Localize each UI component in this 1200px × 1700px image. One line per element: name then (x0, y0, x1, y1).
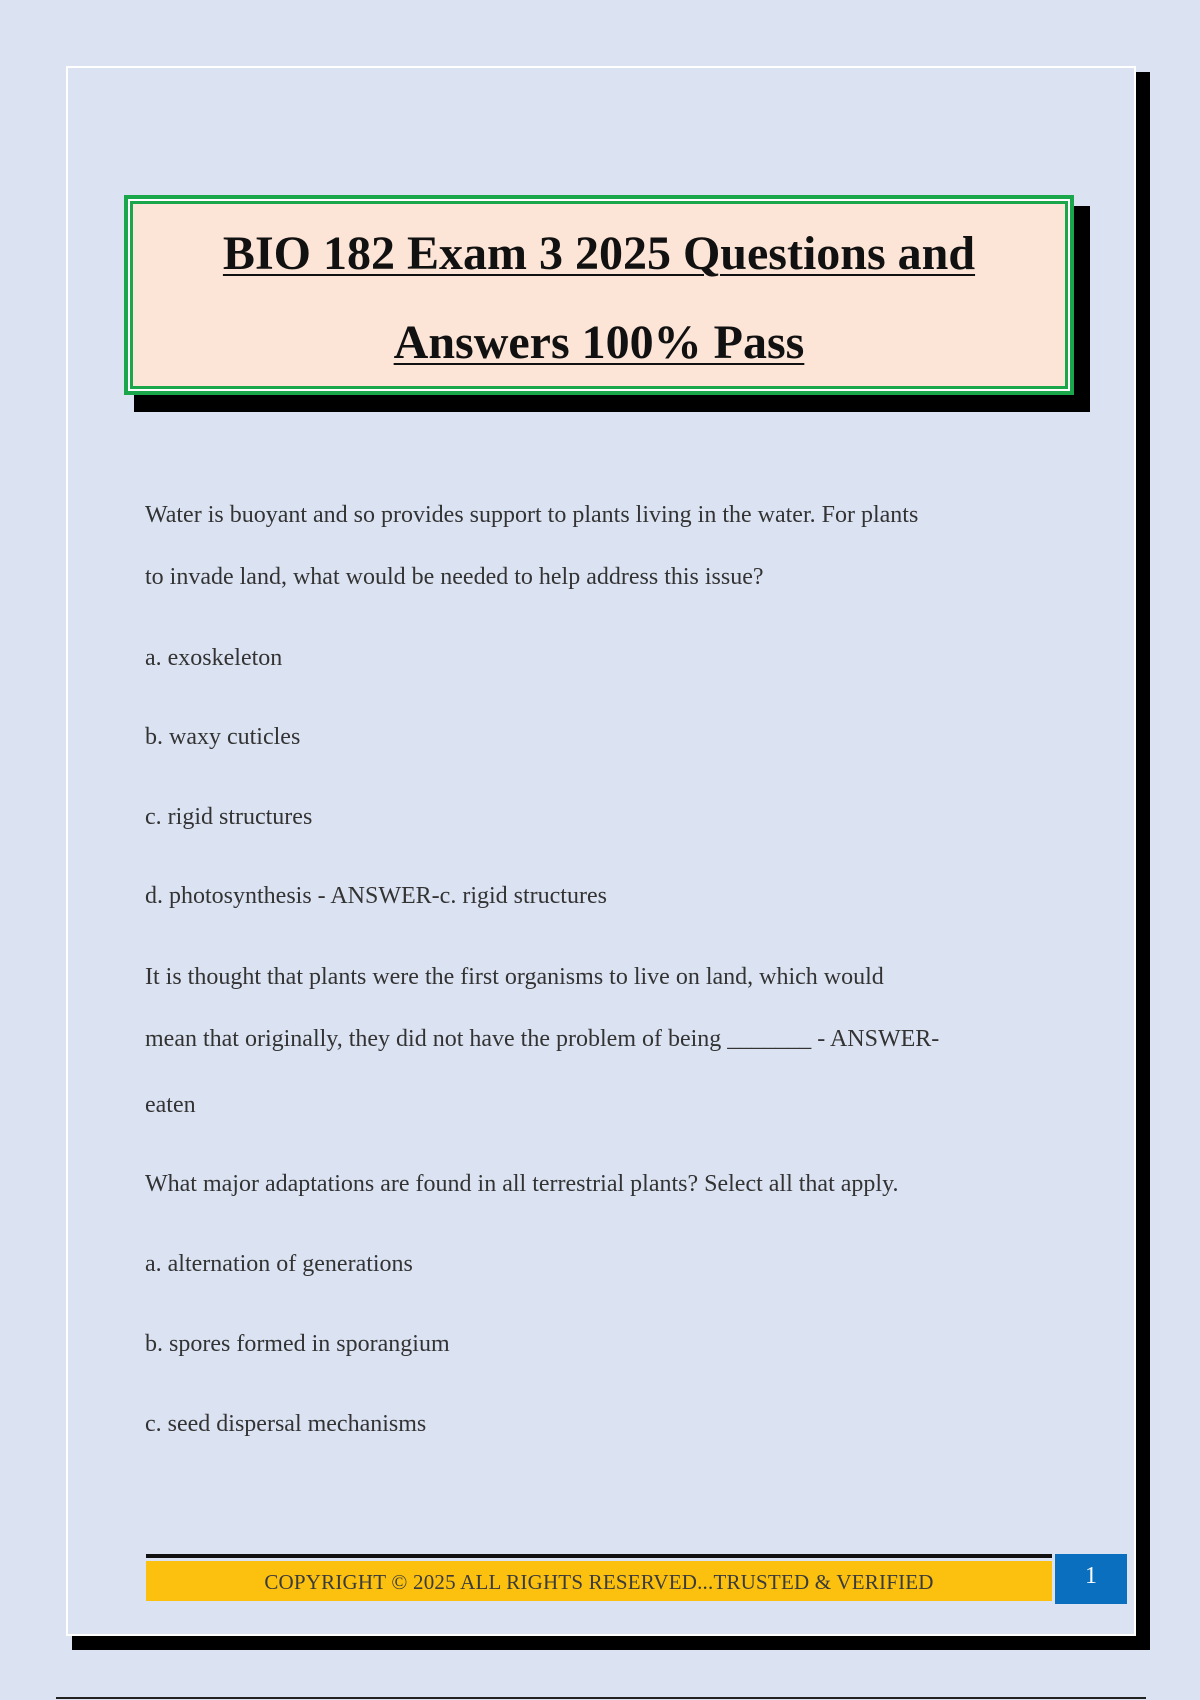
question-1-option-a: a. exoskeleton (145, 645, 283, 671)
footer-rule (146, 1554, 1052, 1558)
question-3-line-1: What major adaptations are found in all terrestrial plants? Select all that apply. (145, 1171, 899, 1197)
document-title: BIO 182 Exam 3 2025 Questions and Answers 100% Pass (222, 227, 976, 369)
question-1-option-d-answer: d. photosynthesis - ANSWER-c. rigid structures (145, 883, 607, 909)
question-1-line-2: to invade land, what would be needed to help address this issue? (145, 564, 764, 590)
title-box (124, 195, 1074, 395)
question-1-option-b: b. waxy cuticles (145, 724, 301, 750)
question-2-line-1: It is thought that plants were the first organisms to live on land, which would (145, 964, 884, 990)
question-3-option-b: b. spores formed in sporangium (145, 1331, 450, 1357)
question-3-option-c: c. seed dispersal mechanisms (145, 1411, 427, 1437)
page-number: 1 (1055, 1554, 1127, 1604)
footer-copyright: COPYRIGHT © 2025 ALL RIGHTS RESERVED...TRUSTED & VERIFIED (146, 1561, 1052, 1601)
bottom-divider (56, 1697, 1146, 1699)
question-3-option-a: a. alternation of generations (145, 1251, 413, 1277)
question-2-line-2: mean that originally, they did not have the problem of being _______ - ANSWER- (145, 1026, 940, 1052)
question-1-option-c: c. rigid structures (145, 804, 313, 830)
question-2-answer: eaten (145, 1092, 196, 1118)
question-1-line-1: Water is buoyant and so provides support to plants living in the water. For plants (145, 502, 919, 528)
